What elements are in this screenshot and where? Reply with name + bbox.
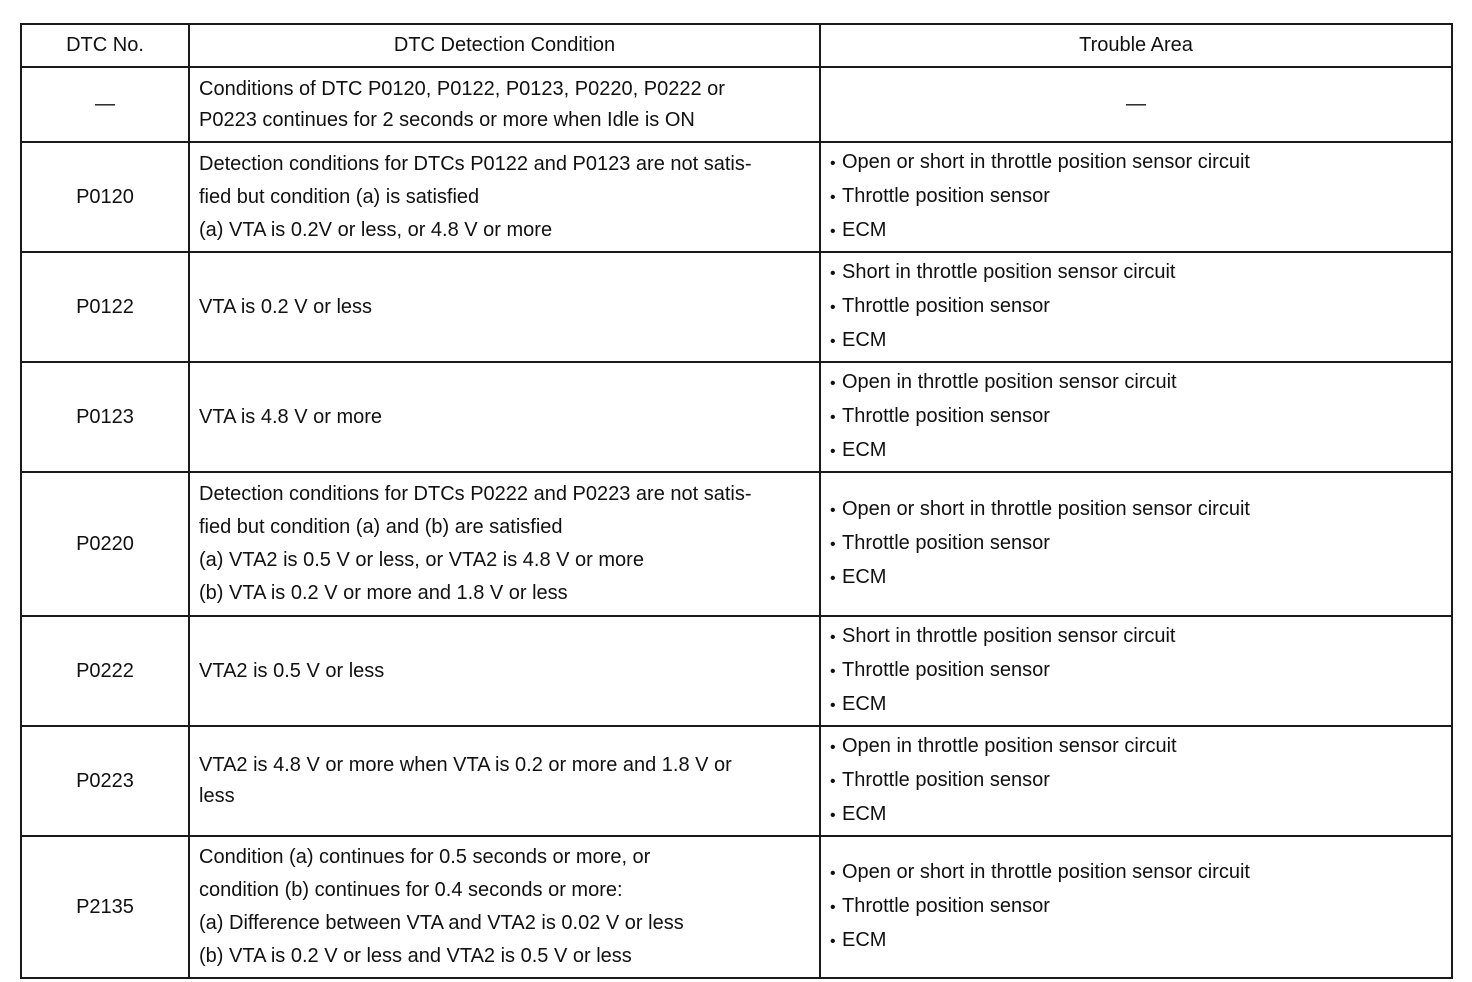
bullet-icon: • <box>830 189 836 206</box>
detection-condition-cell <box>189 726 820 836</box>
detection-condition-cell <box>189 616 820 726</box>
bullet-icon: • <box>830 739 836 756</box>
bullet-icon: • <box>830 265 836 282</box>
condition-line: VTA2 is 0.5 V or less <box>199 659 385 682</box>
condition-line: (a) VTA2 is 0.5 V or less, or VTA2 is 4.8 V or more <box>199 549 644 571</box>
dtc-code-cell: P0222 <box>21 616 189 726</box>
trouble-area-item: • Open in throttle position sensor circuit <box>830 730 1451 764</box>
condition-line: condition (b) continues for 0.4 seconds or more: <box>199 879 623 901</box>
trouble-area-item: • ECM <box>830 214 1451 248</box>
table-row <box>21 142 1452 252</box>
trouble-area-item: • ECM <box>830 324 1451 358</box>
bullet-icon: • <box>830 899 836 916</box>
trouble-area-item: • ECM <box>830 924 1451 958</box>
trouble-area-item: • Throttle position sensor <box>830 890 1451 924</box>
trouble-area-cell <box>820 616 1452 726</box>
table-row <box>21 836 1452 978</box>
trouble-area-item: • ECM <box>830 688 1451 722</box>
trouble-area-item: • Open or short in throttle position sensor circuit <box>830 493 1451 527</box>
trouble-area-item: • Open in throttle position sensor circuit <box>830 366 1451 400</box>
dtc-code-cell: — <box>21 67 189 142</box>
bullet-icon: • <box>830 807 836 824</box>
detection-condition-cell <box>189 472 820 616</box>
bullet-icon: • <box>830 502 836 519</box>
trouble-area-item: • Open or short in throttle position sensor circuit <box>830 856 1451 890</box>
detection-condition-cell <box>189 67 820 142</box>
trouble-area-item: • Throttle position sensor <box>830 400 1451 434</box>
detection-condition-cell <box>189 836 820 978</box>
trouble-area-item: • Open or short in throttle position sensor circuit <box>830 146 1451 180</box>
bullet-icon: • <box>830 375 836 392</box>
trouble-area-item: • Short in throttle position sensor circuit <box>830 256 1451 290</box>
table-header-row <box>21 24 1452 67</box>
bullet-icon: • <box>830 663 836 680</box>
trouble-area-item: • Short in throttle position sensor circuit <box>830 620 1451 654</box>
table-row <box>21 67 1452 142</box>
condition-line: P0223 continues for 2 seconds or more when Idle is ON <box>199 108 695 131</box>
condition-line: (b) VTA is 0.2 V or less and VTA2 is 0.5 V or less <box>199 945 632 967</box>
dtc-code-cell: P0220 <box>21 472 189 616</box>
condition-line: VTA2 is 4.8 V or more when VTA is 0.2 or more and 1.8 V or <box>199 754 732 776</box>
trouble-area-cell <box>820 472 1452 616</box>
dtc-code-cell: P0122 <box>21 252 189 362</box>
trouble-area-cell <box>820 836 1452 978</box>
trouble-area-item: • Throttle position sensor <box>830 180 1451 214</box>
bullet-icon: • <box>830 333 836 350</box>
condition-line: Detection conditions for DTCs P0222 and P0223 are not satis- <box>199 483 752 505</box>
trouble-area-cell <box>820 142 1452 252</box>
condition-line: fied but condition (a) is satisfied <box>199 185 480 208</box>
condition-line: VTA is 4.8 V or more <box>199 405 383 428</box>
condition-line: (a) VTA is 0.2V or less, or 4.8 V or more <box>199 218 553 241</box>
condition-line: fied but condition (a) and (b) are satisfied <box>199 516 563 538</box>
table-row <box>21 362 1452 472</box>
header-detection-condition: DTC Detection Condition <box>189 24 820 67</box>
bullet-icon: • <box>830 773 836 790</box>
bullet-icon: • <box>830 443 836 460</box>
bullet-icon: • <box>830 536 836 553</box>
dtc-code-cell: P0123 <box>21 362 189 472</box>
bullet-icon: • <box>830 155 836 172</box>
trouble-area-item: • ECM <box>830 434 1451 468</box>
bullet-icon: • <box>830 299 836 316</box>
condition-line: VTA is 0.2 V or less <box>199 295 373 318</box>
condition-line: (b) VTA is 0.2 V or more and 1.8 V or less <box>199 582 568 604</box>
dtc-code-cell: P0120 <box>21 142 189 252</box>
table-row <box>21 472 1452 616</box>
condition-line: Detection conditions for DTCs P0122 and P0123 are not satis- <box>199 152 752 175</box>
trouble-area-item: • Throttle position sensor <box>830 654 1451 688</box>
trouble-area-item: • ECM <box>830 561 1451 595</box>
table-row <box>21 726 1452 836</box>
trouble-area-cell <box>820 726 1452 836</box>
detection-condition-cell <box>189 362 820 472</box>
trouble-area-item: • Throttle position sensor <box>830 527 1451 561</box>
trouble-area-cell <box>820 252 1452 362</box>
condition-line: Condition (a) continues for 0.5 seconds or more, or <box>199 846 651 868</box>
trouble-area-cell: — <box>820 67 1452 142</box>
bullet-icon: • <box>830 933 836 950</box>
trouble-area-cell <box>820 362 1452 472</box>
condition-line: Conditions of DTC P0120, P0122, P0123, P0220, P0222 or <box>199 77 725 100</box>
bullet-icon: • <box>830 697 836 714</box>
detection-condition-cell <box>189 252 820 362</box>
header-trouble-area: Trouble Area <box>820 24 1452 67</box>
bullet-icon: • <box>830 223 836 240</box>
trouble-area-item: • Throttle position sensor <box>830 764 1451 798</box>
dtc-code-cell: P0223 <box>21 726 189 836</box>
table-row <box>21 616 1452 726</box>
dtc-code-cell: P2135 <box>21 836 189 978</box>
bullet-icon: • <box>830 865 836 882</box>
bullet-icon: • <box>830 409 836 426</box>
condition-line: less <box>199 785 235 807</box>
dtc-table <box>20 23 1453 979</box>
detection-condition-cell <box>189 142 820 252</box>
bullet-icon: • <box>830 629 836 646</box>
table-row <box>21 252 1452 362</box>
trouble-area-item: • ECM <box>830 798 1451 832</box>
trouble-area-item: • Throttle position sensor <box>830 290 1451 324</box>
bullet-icon: • <box>830 570 836 587</box>
header-dtc-no: DTC No. <box>21 24 189 67</box>
condition-line: (a) Difference between VTA and VTA2 is 0.02 V or less <box>199 912 684 934</box>
